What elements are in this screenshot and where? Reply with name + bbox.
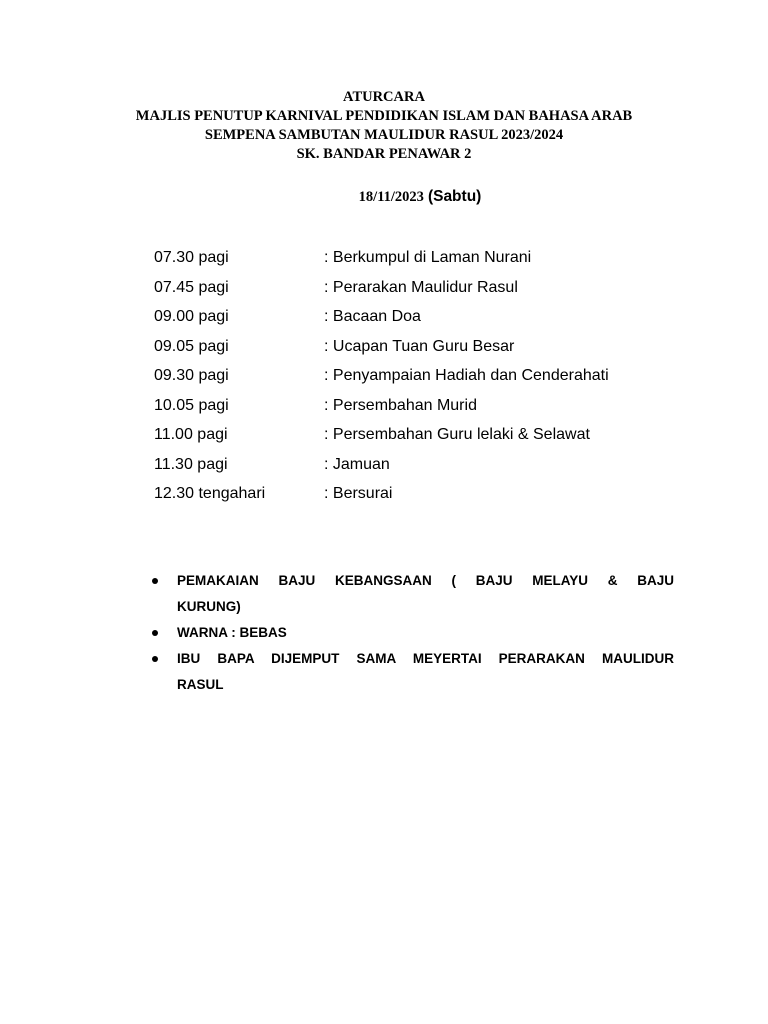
schedule-time: 07.30 pagi xyxy=(154,249,229,266)
schedule-activity: : Perarakan Maulidur Rasul xyxy=(324,278,518,296)
schedule-activity: : Bacaan Doa xyxy=(324,308,421,325)
schedule-row xyxy=(154,479,694,509)
schedule-row xyxy=(154,361,694,391)
schedule-row xyxy=(154,391,694,421)
schedule-row xyxy=(154,243,694,273)
schedule-activity: : Bersurai xyxy=(324,485,393,502)
schedule-time: 10.05 pagi xyxy=(154,396,229,414)
document-title: ATURCARA xyxy=(343,89,425,105)
schedule-time: 09.00 pagi xyxy=(154,308,229,325)
event-name: MAJLIS PENUTUP KARNIVAL PENDIDIKAN ISLAM DAN BAHASA ARAB xyxy=(135,108,633,124)
schedule-activity: : Berkumpul di Laman Nurani xyxy=(324,249,532,266)
schedule-row xyxy=(154,302,694,332)
schedule-time: 11.30 pagi xyxy=(154,455,228,473)
schedule-time: 11.00 pagi xyxy=(154,426,228,443)
notes-list xyxy=(152,568,674,698)
schedule-row xyxy=(154,420,694,450)
note-item xyxy=(152,568,674,620)
note-text-line: RASUL xyxy=(177,677,224,692)
schedule-list xyxy=(154,243,694,509)
note-text-line: PEMAKAIAN BAJU KEBANGSAAN ( BAJU MELAYU & BAJU xyxy=(177,573,674,588)
event-occasion: SEMPENA SAMBUTAN MAULIDUR RASUL 2023/2024 xyxy=(204,127,564,143)
schedule-activity: : Persembahan Guru lelaki & Selawat xyxy=(324,426,590,443)
bullet-icon xyxy=(152,656,158,662)
event-date xyxy=(0,188,768,206)
schedule-time: 09.05 pagi xyxy=(154,337,229,355)
note-item xyxy=(152,620,674,646)
schedule-row xyxy=(154,273,694,303)
schedule-activity: : Ucapan Tuan Guru Besar xyxy=(324,337,515,355)
schedule-row xyxy=(154,332,694,362)
bullet-icon xyxy=(152,578,158,584)
schedule-activity: : Jamuan xyxy=(324,455,390,473)
schedule-time: 12.30 tengahari xyxy=(154,485,266,502)
schedule-time: 07.45 pagi xyxy=(154,278,229,296)
day-value: (Sabtu) xyxy=(427,188,482,205)
schedule-activity: : Persembahan Murid xyxy=(324,396,477,414)
schedule-row xyxy=(154,450,694,480)
document-header xyxy=(0,88,768,164)
schedule-time: 09.30 pagi xyxy=(154,367,229,384)
bullet-icon xyxy=(152,630,158,636)
schedule-activity: : Penyampaian Hadiah dan Cenderahati xyxy=(324,367,609,384)
note-text-line: KURUNG) xyxy=(177,599,241,614)
date-value: 18/11/2023 xyxy=(358,189,424,205)
note-text-line: WARNA : BEBAS xyxy=(177,625,287,640)
school-name: SK. BANDAR PENAWAR 2 xyxy=(296,146,472,162)
note-text-line: IBU BAPA DIJEMPUT SAMA MEYERTAI PERARAKAN MAULIDUR xyxy=(177,651,674,666)
note-item xyxy=(152,646,674,698)
